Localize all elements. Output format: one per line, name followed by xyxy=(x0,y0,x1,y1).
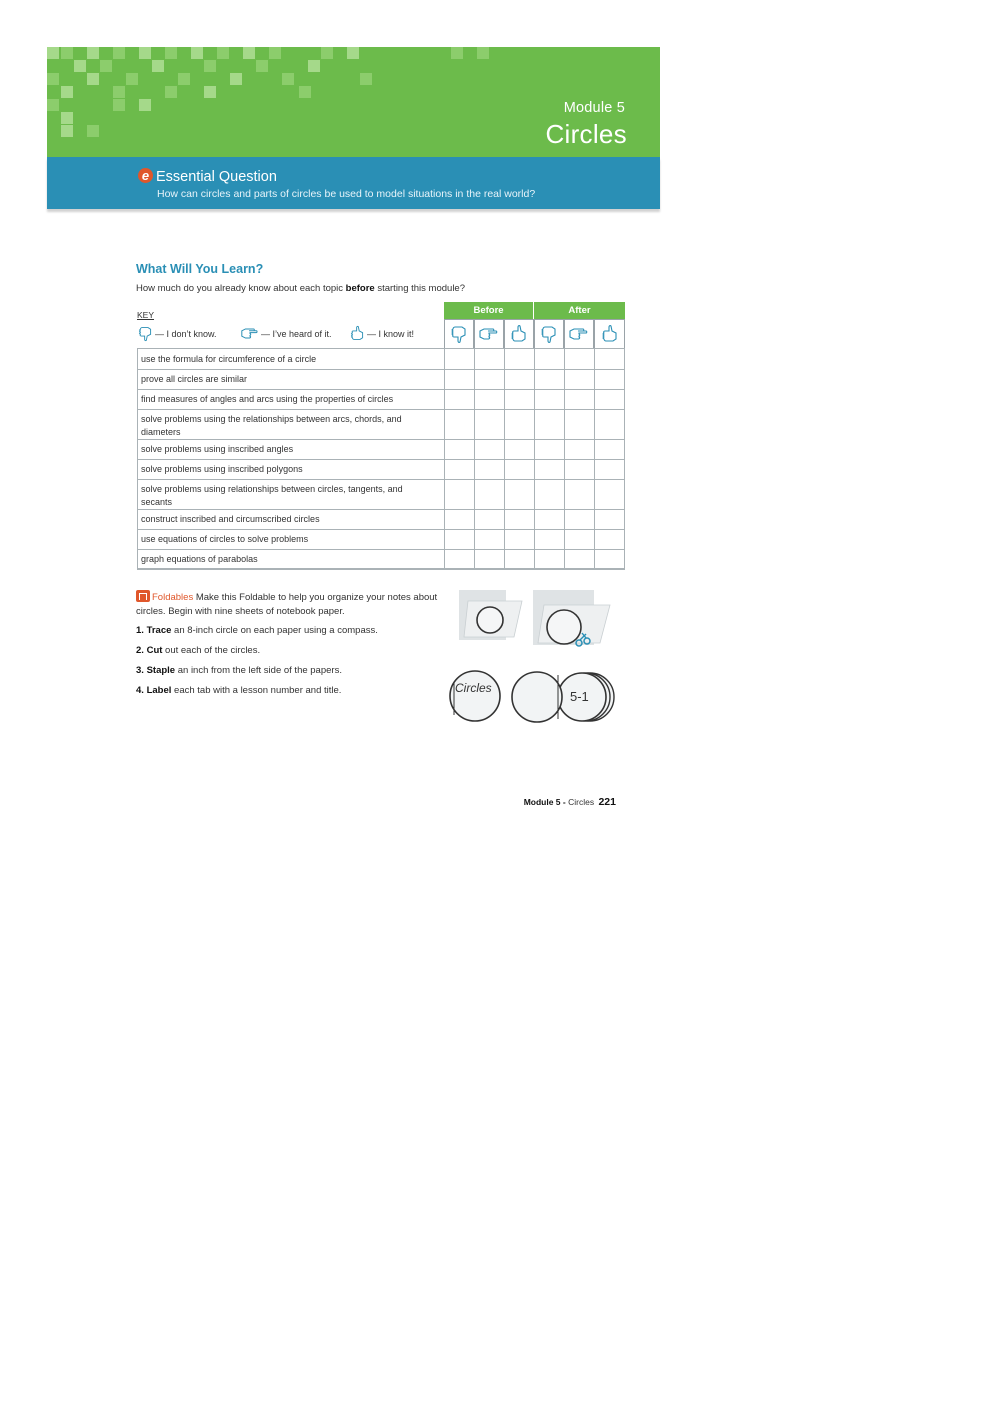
key-item-heard-of-it xyxy=(240,325,332,342)
step-verb: Staple xyxy=(146,665,176,676)
after-know-it-checkbox[interactable] xyxy=(594,479,624,509)
before-know-it-checkbox[interactable] xyxy=(504,529,534,549)
foldables-step xyxy=(136,684,341,698)
trace-circle-illustration xyxy=(456,587,526,643)
footer-module: Module 5 xyxy=(523,797,561,807)
intro-suffix: starting this module? xyxy=(374,283,465,294)
after-dont-know-checkbox[interactable] xyxy=(534,439,564,459)
thumbs-down-icon xyxy=(449,324,469,344)
after-heard-of-it-checkbox[interactable] xyxy=(564,509,594,529)
thumbs-down-icon xyxy=(539,324,559,344)
thumbs-up-icon xyxy=(349,325,366,342)
before-dont-know-checkbox[interactable] xyxy=(444,349,474,369)
after-dont-know-checkbox[interactable] xyxy=(534,409,564,439)
labeled-cover-illustration xyxy=(446,667,504,725)
step-text: out each of the circles. xyxy=(162,645,261,656)
before-know-it-checkbox[interactable] xyxy=(504,349,534,369)
before-heard-of-it-checkbox[interactable] xyxy=(474,529,504,549)
after-know-it-checkbox[interactable] xyxy=(594,389,624,409)
key-label: KEY xyxy=(137,310,155,320)
foldables-logo-icon xyxy=(136,590,150,602)
after-know-it-checkbox[interactable] xyxy=(594,349,624,369)
before-heard-of-it-header xyxy=(474,319,504,349)
after-dont-know-checkbox[interactable] xyxy=(534,459,564,479)
topic-column-border xyxy=(137,348,444,569)
after-header: After xyxy=(534,302,625,319)
step-text: an 8-inch circle on each paper using a compass. xyxy=(171,625,378,636)
after-know-it-checkbox[interactable] xyxy=(594,439,624,459)
before-dont-know-checkbox[interactable] xyxy=(444,509,474,529)
step-number: 4. xyxy=(136,685,144,696)
before-dont-know-checkbox[interactable] xyxy=(444,389,474,409)
after-heard-of-it-checkbox[interactable] xyxy=(564,349,594,369)
topic-text: solve problems using inscribed angles xyxy=(141,444,294,454)
before-heard-of-it-checkbox[interactable] xyxy=(474,349,504,369)
key-label-dont-know: — I don’t know. xyxy=(155,328,217,339)
pointing-hand-icon xyxy=(240,325,260,342)
before-heard-of-it-checkbox[interactable] xyxy=(474,509,504,529)
after-know-it-checkbox[interactable] xyxy=(594,409,624,439)
foldables-intro-text: Make this Foldable to help you organize your notes about circles. Begin with nine sheets of notebook paper. xyxy=(136,592,438,617)
before-know-it-checkbox[interactable] xyxy=(504,479,534,509)
module-banner xyxy=(47,47,660,157)
pointing-hand-icon xyxy=(568,325,590,343)
key-label-know-it: — I know it! xyxy=(367,328,415,339)
after-dont-know-checkbox[interactable] xyxy=(534,529,564,549)
before-know-it-checkbox[interactable] xyxy=(504,369,534,389)
essential-question-text: How can circles and parts of circles be used to model situations in the real world? xyxy=(157,188,536,200)
foldables-step xyxy=(136,624,378,638)
after-heard-of-it-checkbox[interactable] xyxy=(564,409,594,439)
foldables-intro xyxy=(136,590,442,619)
topic-text: solve problems using the relationships between arcs, chords, and diameters xyxy=(141,414,402,437)
topic-text: solve problems using inscribed polygons xyxy=(141,464,303,474)
key-item-know-it xyxy=(349,325,414,342)
foldables-step xyxy=(136,664,342,678)
after-know-it-checkbox[interactable] xyxy=(594,549,624,569)
thumbs-up-icon xyxy=(509,324,529,344)
before-dont-know-checkbox[interactable] xyxy=(444,529,474,549)
intro-bold: before xyxy=(345,283,375,294)
before-dont-know-checkbox[interactable] xyxy=(444,479,474,509)
after-dont-know-checkbox[interactable] xyxy=(534,509,564,529)
after-know-it-checkbox[interactable] xyxy=(594,529,624,549)
step-number: 1. xyxy=(136,625,144,636)
step-number: 3. xyxy=(136,665,144,676)
cover-label: Circles xyxy=(455,681,492,695)
before-know-it-checkbox[interactable] xyxy=(504,509,534,529)
topic-text: use the formula for circumference of a circle xyxy=(141,354,317,364)
essential-question-band xyxy=(47,157,660,209)
before-dont-know-checkbox[interactable] xyxy=(444,369,474,389)
before-dont-know-checkbox[interactable] xyxy=(444,409,474,439)
after-heard-of-it-checkbox[interactable] xyxy=(564,459,594,479)
essential-question-title: Essential Question xyxy=(156,169,277,185)
cut-circle-illustration xyxy=(530,587,612,649)
after-heard-of-it-checkbox[interactable] xyxy=(564,529,594,549)
after-dont-know-checkbox[interactable] xyxy=(534,389,564,409)
step-verb: Trace xyxy=(146,625,172,636)
topic-text: use equations of circles to solve problems xyxy=(141,534,309,544)
topic-text: prove all circles are similar xyxy=(141,374,248,384)
step-verb: Label xyxy=(146,685,172,696)
before-heard-of-it-checkbox[interactable] xyxy=(474,369,504,389)
foldables-head: Foldables xyxy=(152,592,194,603)
after-heard-of-it-checkbox[interactable] xyxy=(564,389,594,409)
before-heard-of-it-checkbox[interactable] xyxy=(474,389,504,409)
after-know-it-header xyxy=(594,319,625,349)
section-heading: What Will You Learn? xyxy=(136,262,264,276)
thumbs-up-icon xyxy=(600,324,620,344)
topic-text: solve problems using relationships between circles, tangents, and secants xyxy=(141,484,403,507)
after-dont-know-header xyxy=(534,319,564,349)
after-know-it-checkbox[interactable] xyxy=(594,509,624,529)
after-dont-know-checkbox[interactable] xyxy=(534,369,564,389)
before-heard-of-it-checkbox[interactable] xyxy=(474,549,504,569)
traced-circle-icon xyxy=(477,607,503,633)
after-heard-of-it-checkbox[interactable] xyxy=(564,439,594,459)
after-heard-of-it-checkbox[interactable] xyxy=(564,479,594,509)
step-text: each tab with a lesson number and title. xyxy=(171,685,342,696)
before-heard-of-it-checkbox[interactable] xyxy=(474,459,504,479)
before-heard-of-it-checkbox[interactable] xyxy=(474,439,504,459)
tabbed-stack-illustration xyxy=(508,667,616,725)
after-heard-of-it-checkbox[interactable] xyxy=(564,549,594,569)
essential-question-logo-icon: e xyxy=(138,168,153,183)
before-dont-know-checkbox[interactable] xyxy=(444,439,474,459)
after-dont-know-checkbox[interactable] xyxy=(534,349,564,369)
footer-separator: - xyxy=(560,797,569,807)
topic-text: graph equations of parabolas xyxy=(141,554,258,564)
before-heard-of-it-checkbox[interactable] xyxy=(474,409,504,439)
footer-title: Circles xyxy=(568,797,595,807)
step-verb: Cut xyxy=(146,645,163,656)
before-dont-know-header xyxy=(444,319,474,349)
after-know-it-checkbox[interactable] xyxy=(594,459,624,479)
section-intro xyxy=(136,283,465,294)
after-dont-know-checkbox[interactable] xyxy=(534,479,564,509)
before-heard-of-it-checkbox[interactable] xyxy=(474,479,504,509)
after-dont-know-checkbox[interactable] xyxy=(534,549,564,569)
cut-circle-icon xyxy=(547,610,581,644)
after-know-it-checkbox[interactable] xyxy=(594,369,624,389)
page-number: 221 xyxy=(598,796,616,808)
step-number: 2. xyxy=(136,645,144,656)
thumbs-down-icon xyxy=(137,325,154,342)
module-title: Circles xyxy=(545,119,627,149)
key-item-dont-know xyxy=(137,325,217,342)
before-know-it-checkbox[interactable] xyxy=(504,409,534,439)
step-text: an inch from the left side of the papers. xyxy=(175,665,342,676)
before-know-it-checkbox[interactable] xyxy=(504,549,534,569)
after-heard-of-it-checkbox[interactable] xyxy=(564,369,594,389)
before-know-it-checkbox[interactable] xyxy=(504,389,534,409)
page-footer xyxy=(524,796,616,808)
intro-prefix: How much do you already know about each topic xyxy=(136,283,346,294)
before-header: Before xyxy=(444,302,533,319)
tab-label: 5-1 xyxy=(570,689,589,704)
before-dont-know-checkbox[interactable] xyxy=(444,459,474,479)
foldables-step xyxy=(136,644,260,658)
topic-text: find measures of angles and arcs using the properties of circles xyxy=(141,394,394,404)
topic-text: construct inscribed and circumscribed circles xyxy=(141,514,320,524)
before-know-it-checkbox[interactable] xyxy=(504,459,534,479)
before-dont-know-checkbox[interactable] xyxy=(444,549,474,569)
key-label-heard-of-it: — I’ve heard of it. xyxy=(261,328,332,339)
before-know-it-checkbox[interactable] xyxy=(504,439,534,459)
module-label: Module 5 xyxy=(563,100,625,116)
after-heard-of-it-header xyxy=(564,319,594,349)
pointing-hand-icon xyxy=(478,325,500,343)
before-know-it-header xyxy=(504,319,534,349)
